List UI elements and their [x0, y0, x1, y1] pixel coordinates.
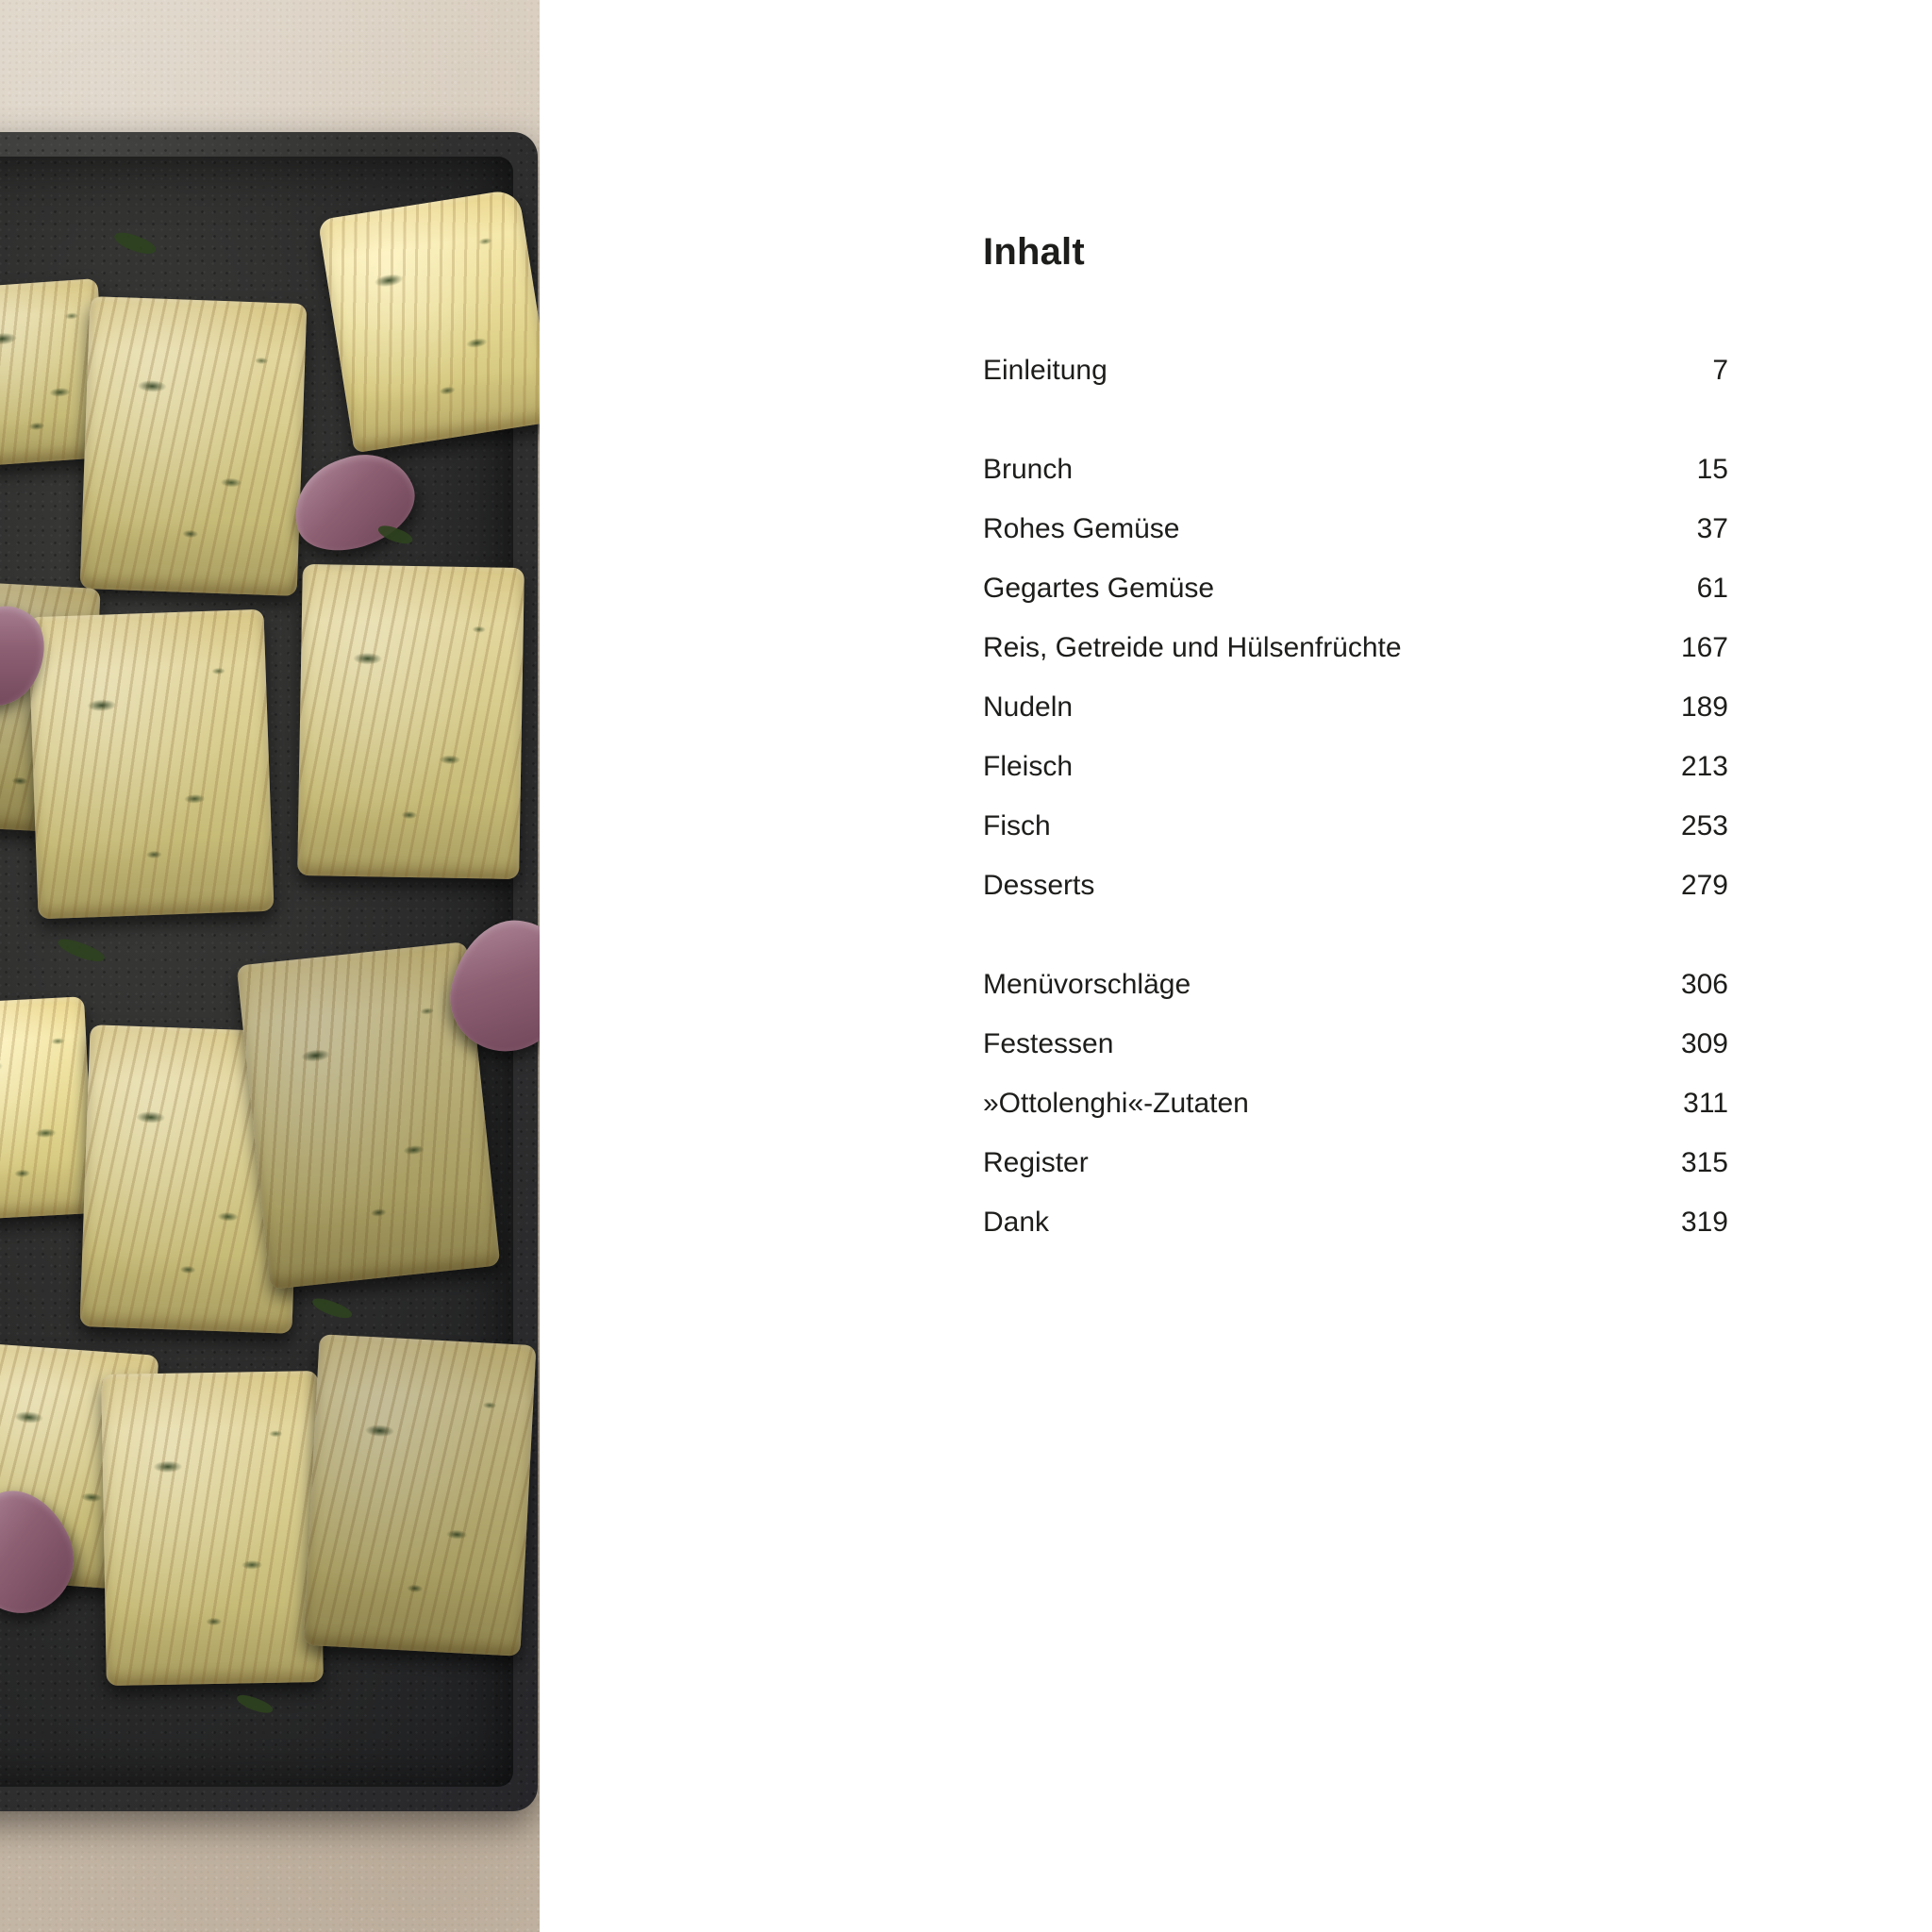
toc-page [540, 0, 1932, 1932]
toc-entry-page: 306 [1680, 969, 1728, 1000]
toc-entry-label: Brunch [983, 454, 1074, 485]
toc-entry-label: Festessen [983, 1028, 1114, 1059]
toc-entry-dank[interactable] [983, 1208, 1728, 1237]
photo-page [0, 0, 540, 1932]
toc-entry-page: 15 [1696, 454, 1728, 485]
toc-list [983, 357, 1728, 1237]
toc-entry-label: Einleitung [983, 355, 1108, 386]
toc-entry-label: Register [983, 1147, 1089, 1178]
toc-entry-page: 315 [1680, 1147, 1728, 1178]
zucchini-piece [297, 564, 525, 879]
toc-entry-rohes-gemuese[interactable] [983, 515, 1728, 543]
toc-entry-festessen[interactable] [983, 1030, 1728, 1058]
zucchini-piece [101, 1371, 324, 1686]
toc-entry-ottolenghi-zutaten[interactable] [983, 1090, 1728, 1118]
toc-entry-nudeln[interactable] [983, 693, 1728, 722]
toc-entry-page: 167 [1680, 632, 1728, 663]
toc-entry-desserts[interactable] [983, 872, 1728, 900]
toc-entry-label: Gegartes Gemüse [983, 573, 1215, 604]
toc-entry-label: Nudeln [983, 691, 1074, 723]
toc-entry-label: Menüvorschläge [983, 969, 1191, 1000]
toc-entry-label: »Ottolenghi«-Zutaten [983, 1088, 1249, 1119]
toc-entry-register[interactable] [983, 1149, 1728, 1177]
toc-container [983, 231, 1728, 1268]
page-title: Inhalt [983, 231, 1085, 273]
toc-entry-page: 7 [1712, 355, 1728, 386]
toc-entry-page: 213 [1680, 751, 1728, 782]
toc-entry-label: Fisch [983, 810, 1051, 841]
toc-entry-reis-getreide-huelsenfruechte[interactable] [983, 634, 1728, 662]
toc-entry-fleisch[interactable] [983, 753, 1728, 781]
toc-entry-fisch[interactable] [983, 812, 1728, 841]
toc-entry-menuevorschlaege[interactable] [983, 971, 1728, 999]
toc-section-divider [983, 931, 1728, 971]
toc-entry-label: Fleisch [983, 751, 1074, 782]
toc-entry-label: Dank [983, 1207, 1050, 1238]
toc-entry-label: Desserts [983, 870, 1095, 901]
zucchini-piece [80, 296, 308, 596]
zucchini-piece [0, 996, 95, 1221]
toc-entry-page: 61 [1696, 573, 1728, 604]
toc-entry-page: 319 [1680, 1207, 1728, 1238]
toc-entry-gegartes-gemuese[interactable] [983, 575, 1728, 603]
zucchini-piece [27, 609, 274, 920]
toc-entry-page: 309 [1680, 1028, 1728, 1059]
toc-entry-label: Reis, Getreide und Hülsenfrüchte [983, 632, 1402, 663]
toc-entry-page: 311 [1683, 1088, 1728, 1119]
toc-entry-einleitung[interactable] [983, 357, 1728, 385]
zucchini-piece [318, 189, 540, 454]
toc-entry-page: 253 [1680, 810, 1728, 841]
toc-entry-label: Rohes Gemüse [983, 513, 1180, 544]
toc-entry-page: 37 [1696, 513, 1728, 544]
toc-entry-page: 189 [1680, 691, 1728, 723]
toc-entry-brunch[interactable] [983, 456, 1728, 484]
toc-entry-page: 279 [1680, 870, 1728, 901]
zucchini-piece [304, 1334, 537, 1657]
